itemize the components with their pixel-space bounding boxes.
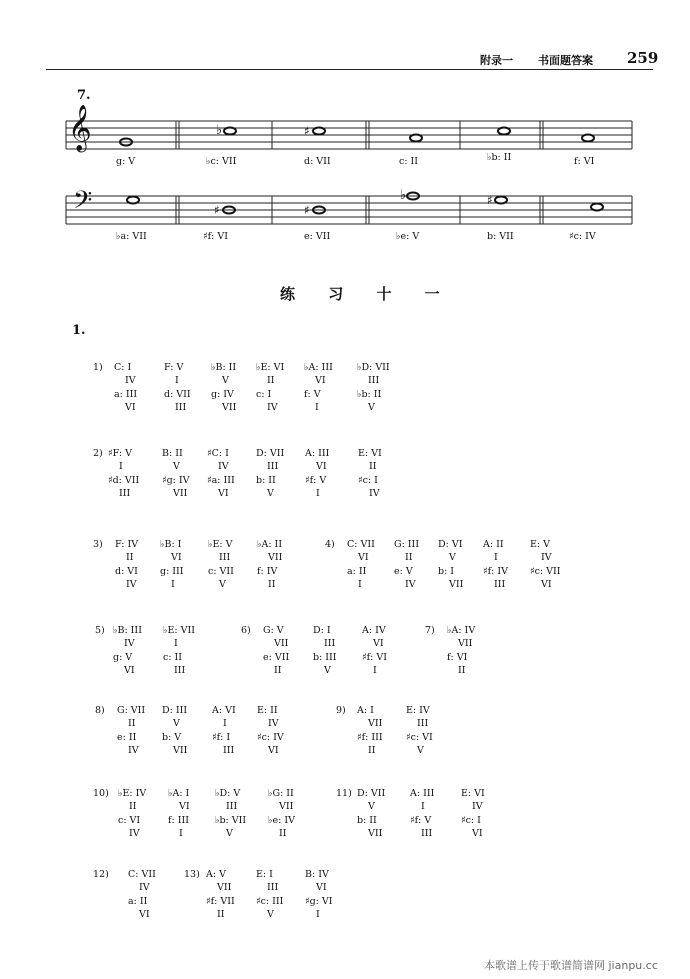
answer-group-label: 12) [93, 869, 109, 880]
degree-cell: b: III [313, 652, 337, 663]
degree-cell: VII [222, 402, 237, 413]
degree-cell: VII [279, 801, 294, 812]
degree-cell: A: II [483, 539, 504, 550]
degree-cell: b: II [256, 475, 276, 486]
degree-cell: IV [124, 638, 135, 649]
degree-cell: f: III [168, 815, 189, 826]
degree-cell: VII [173, 745, 188, 756]
degree-cell: ♭D: V [215, 788, 241, 799]
degree-cell: VI [139, 909, 150, 920]
degree-cell: ♭G: II [268, 788, 294, 799]
flat-icon: ♭ [216, 123, 223, 138]
degree-cell: E: VI [461, 788, 485, 799]
degree-cell: g: III [160, 566, 184, 577]
degree-cell: ♭b: VII [215, 815, 247, 826]
degree-cell: g: V [113, 652, 133, 663]
degree-cell: V [267, 488, 274, 499]
degree-cell: ♯c: I [358, 475, 378, 486]
degree-cell: ♭D: VII [357, 362, 390, 373]
degree-cell: ♯c: IV [257, 732, 284, 743]
degree-cell: III [421, 828, 433, 839]
key-label: c: II [399, 156, 419, 167]
degree-cell: e: VII [263, 652, 290, 663]
degree-cell: B: IV [305, 869, 329, 880]
degree-cell: a: III [114, 389, 138, 400]
degree-cell: f: IV [257, 566, 278, 577]
exercise-title: 练 习 十 一 [280, 285, 454, 303]
degree-cell: IV [128, 745, 139, 756]
degree-cell: G: III [394, 539, 420, 550]
degree-cell: ♯d: VII [108, 475, 140, 486]
key-label: f: VI [574, 156, 595, 167]
degree-cell: ♯f: VII [206, 896, 235, 907]
degree-cell: ♯f: V [305, 475, 327, 486]
degree-cell: IV [139, 882, 150, 893]
degree-cell: ♭E: VII [163, 625, 196, 636]
degree-cell: III [223, 745, 235, 756]
degree-cell: VI [373, 638, 384, 649]
key-label: ♭e: V [396, 231, 420, 242]
degree-cell: ♯f: I [212, 732, 231, 743]
degree-cell: D: VII [357, 788, 386, 799]
degree-cell: ♭A: IV [447, 625, 476, 636]
degree-cell: ♭B: III [113, 625, 142, 636]
degree-cell: ♭E: V [208, 539, 233, 550]
bass-clef-icon: 𝄢 [73, 186, 93, 221]
degree-cell: ♭e: IV [268, 815, 295, 826]
degree-cell: VII [274, 638, 289, 649]
degree-cell: II [368, 745, 376, 756]
degree-cell: IV [267, 402, 278, 413]
answer-group-label: 8) [95, 705, 105, 716]
problem-number: 1. [72, 323, 86, 338]
degree-cell: c: I [256, 389, 272, 400]
degree-cell: III [368, 375, 380, 386]
degree-cell: ♯c: VI [406, 732, 433, 743]
degree-cell: f: V [304, 389, 321, 400]
degree-cell: V [449, 552, 456, 563]
degree-cell: ♭E: VI [256, 362, 285, 373]
degree-cell: C: I [114, 362, 132, 373]
answer-group-label: 7) [425, 625, 435, 636]
degree-cell: I [175, 375, 179, 386]
degree-cell: ♭A: II [257, 539, 283, 550]
degree-cell: ♭b: II [357, 389, 382, 400]
key-label: b: VII [487, 231, 514, 242]
sharp-icon: ♯ [304, 124, 310, 138]
treble-clef-icon: 𝄞 [68, 105, 92, 151]
degree-cell: III [119, 488, 131, 499]
degree-cell: V [368, 801, 375, 812]
degree-cell: b: I [438, 566, 455, 577]
degree-cell: F: IV [115, 539, 139, 550]
degree-cell: E: VI [358, 448, 382, 459]
degree-cell: B: II [162, 448, 183, 459]
degree-cell: g: IV [211, 389, 234, 400]
question-number: 7. [77, 88, 91, 103]
degree-cell: VI [316, 882, 327, 893]
degree-cell: IV [369, 488, 380, 499]
degree-cell: I [315, 402, 319, 413]
degree-cell: II [268, 579, 276, 590]
degree-cell: c: VI [118, 815, 141, 826]
key-label: ♭c: VII [206, 156, 237, 167]
degree-cell: E: IV [406, 705, 430, 716]
degree-cell: A: III [305, 448, 330, 459]
degree-cell: III [267, 461, 279, 472]
degree-cell: IV [541, 552, 552, 563]
header-subtitle: 书面题答案 [538, 54, 593, 67]
answer-group-label: 10) [93, 788, 109, 799]
answer-group-label: 5) [95, 625, 105, 636]
degree-cell: I [223, 718, 227, 729]
degree-cell: D: VI [438, 539, 463, 550]
degree-cell: I [119, 461, 123, 472]
degree-cell: e: V [394, 566, 413, 577]
note-12 [591, 204, 603, 211]
degree-cell: VII [368, 828, 383, 839]
degree-cell: I [421, 801, 425, 812]
degree-cell: II [458, 665, 466, 676]
answer-group-label: 2) [93, 448, 103, 459]
degree-cell: IV [268, 718, 279, 729]
degree-cell: VII [449, 579, 464, 590]
degree-cell: VI [316, 461, 327, 472]
degree-cell: I [494, 552, 498, 563]
degree-cell: ♯g: VI [305, 896, 333, 907]
degree-cell: ♯c: I [461, 815, 481, 826]
degree-cell: IV [472, 801, 483, 812]
note-7 [127, 197, 139, 204]
degree-cell: E: II [257, 705, 278, 716]
degree-cell: A: IV [362, 625, 386, 636]
degree-cell: VII [368, 718, 383, 729]
degree-cell: VI [541, 579, 552, 590]
degree-cell: VI [171, 552, 182, 563]
key-label: ♭a: VII [116, 231, 147, 242]
degree-cell: ♯c: VII [530, 566, 561, 577]
degree-cell: III [219, 552, 231, 563]
degree-cell: III [174, 665, 186, 676]
degree-cell: I [316, 488, 320, 499]
key-label: ♭b: II [487, 152, 512, 163]
degree-cell: V [222, 375, 229, 386]
degree-cell: II [128, 718, 136, 729]
degree-cell: ♯f: V [410, 815, 432, 826]
degree-cell: III [175, 402, 187, 413]
degree-cell: A: III [410, 788, 435, 799]
degree-cell: d: VII [164, 389, 191, 400]
degree-cell: II [369, 461, 377, 472]
key-label: d: VII [304, 156, 331, 167]
degree-cell: II [405, 552, 413, 563]
degree-cell: I [373, 665, 377, 676]
degree-cell: f: VI [447, 652, 468, 663]
key-label: ♯c: IV [569, 231, 596, 242]
degree-cell: ♭A: I [168, 788, 190, 799]
degree-cell: II [217, 909, 225, 920]
degree-cell: ♯c: III [256, 896, 284, 907]
degree-cell: III [226, 801, 238, 812]
degree-cell: D: I [313, 625, 331, 636]
degree-cell: II [267, 375, 275, 386]
degree-cell: III [267, 882, 279, 893]
degree-cell: V [368, 402, 375, 413]
degree-cell: VII [173, 488, 188, 499]
degree-cell: VI [124, 665, 135, 676]
degree-cell: G: VII [117, 705, 146, 716]
degree-cell: E: V [530, 539, 551, 550]
degree-cell: VI [179, 801, 190, 812]
degree-cell: V [219, 579, 226, 590]
header-section: 附录一 [480, 54, 513, 67]
degree-cell: VI [268, 745, 279, 756]
answer-group-label: 9) [336, 705, 346, 716]
degree-cell: IV [218, 461, 229, 472]
degree-cell: G: V [263, 625, 284, 636]
degree-cell: IV [405, 579, 416, 590]
degree-cell: C: VII [347, 539, 375, 550]
degree-cell: D: VII [256, 448, 285, 459]
sharp-icon: ♯ [487, 193, 493, 207]
degree-cell: C: VII [128, 869, 156, 880]
degree-cell: VI [315, 375, 326, 386]
degree-cell: ♭A: III [304, 362, 333, 373]
degree-cell: A: VI [212, 705, 236, 716]
degree-cell: I [316, 909, 320, 920]
degree-cell: II [129, 801, 137, 812]
degree-cell: E: I [256, 869, 273, 880]
degree-cell: VI [358, 552, 369, 563]
answer-group-label: 13) [184, 869, 200, 880]
answer-group-label: 11) [336, 788, 352, 799]
degree-cell: III [417, 718, 429, 729]
degree-cell: V [173, 718, 180, 729]
degree-cell: ♯a: III [207, 475, 235, 486]
key-label: g: V [116, 156, 136, 167]
degree-cell: ♯f: IV [483, 566, 508, 577]
degree-cell: ♯C: I [207, 448, 229, 459]
degree-cell: ♯F: V [108, 448, 132, 459]
degree-cell: VII [217, 882, 232, 893]
degree-cell: ♭B: II [211, 362, 237, 373]
degree-cell: ♯f: VI [362, 652, 387, 663]
key-label: ♯f: VI [203, 231, 228, 242]
degree-cell: VI [472, 828, 483, 839]
key-label: e: VII [304, 231, 331, 242]
degree-cell: a: II [347, 566, 367, 577]
degree-cell: A: I [357, 705, 374, 716]
degree-cell: ♭E: IV [118, 788, 147, 799]
degree-cell: e: II [117, 732, 137, 743]
flat-icon: ♭ [400, 188, 407, 203]
sharp-icon: ♯ [214, 203, 220, 217]
degree-cell: I [358, 579, 362, 590]
page-number: 259 [627, 49, 659, 67]
degree-cell: ♯f: III [357, 732, 383, 743]
degree-cell: a: II [128, 896, 148, 907]
degree-cell: I [174, 638, 178, 649]
degree-cell: V [324, 665, 331, 676]
degree-cell: IV [125, 375, 136, 386]
degree-cell: III [324, 638, 336, 649]
degree-cell: V [417, 745, 424, 756]
degree-cell: IV [129, 828, 140, 839]
degree-cell: I [179, 828, 183, 839]
degree-cell: II [274, 665, 282, 676]
degree-cell: VI [125, 402, 136, 413]
note-11 [495, 197, 507, 204]
answer-group-label: 6) [241, 625, 251, 636]
degree-cell: V [226, 828, 233, 839]
degree-cell: b: II [357, 815, 377, 826]
degree-cell: b: V [162, 732, 182, 743]
degree-cell: D: III [162, 705, 188, 716]
degree-cell: ♭B: I [160, 539, 182, 550]
answer-group-label: 4) [325, 539, 335, 550]
answer-group-label: 1) [93, 362, 103, 373]
degree-cell: VI [218, 488, 229, 499]
degree-cell: II [279, 828, 287, 839]
sharp-icon: ♯ [304, 203, 310, 217]
degree-cell: II [126, 552, 134, 563]
degree-cell: F: V [164, 362, 184, 373]
degree-cell: c: VII [208, 566, 234, 577]
degree-cell: ♯g: IV [162, 475, 190, 486]
degree-cell: VII [458, 638, 473, 649]
degree-cell: V [267, 909, 274, 920]
degree-cell: A: V [206, 869, 226, 880]
degree-cell: III [494, 579, 506, 590]
degree-cell: I [171, 579, 175, 590]
degree-cell: c: II [163, 652, 183, 663]
degree-cell: d: VI [115, 566, 138, 577]
answer-group-label: 3) [93, 539, 103, 550]
degree-cell: IV [126, 579, 137, 590]
footer-watermark: 本歌谱上传于歌谱简谱网 jianpu.cc [484, 959, 658, 972]
degree-cell: VII [268, 552, 283, 563]
degree-cell: V [173, 461, 180, 472]
